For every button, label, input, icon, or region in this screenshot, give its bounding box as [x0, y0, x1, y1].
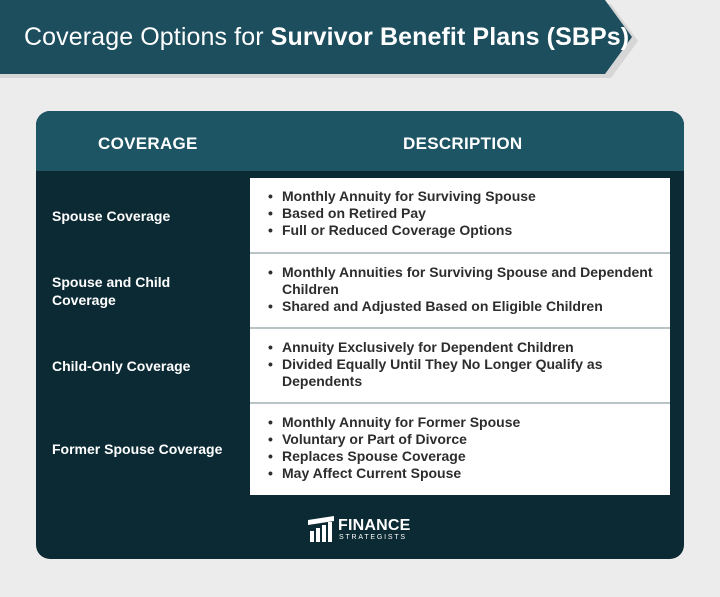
table-row: [36, 254, 684, 327]
page-title: [24, 23, 629, 52]
row-label: Former Spouse Coverage: [52, 441, 223, 457]
list-item: • Based on Retired Pay: [266, 205, 654, 222]
row-description: [250, 404, 670, 495]
list-item: • Monthly Annuity for Former Spouse: [266, 414, 654, 431]
table-row: [36, 404, 684, 495]
row-description: [250, 329, 670, 402]
row-label: Spouse Coverage: [52, 208, 171, 224]
finance-strategists-logo-icon: [306, 514, 336, 544]
logo-subtitle: STRATEGISTS: [339, 534, 407, 541]
row-description: [250, 254, 670, 327]
list-item: • Replaces Spouse Coverage: [266, 448, 654, 465]
logo-name: FINANCE: [338, 517, 411, 534]
list-item: • Monthly Annuity for Surviving Spouse: [266, 188, 654, 205]
coverage-table-card: [36, 111, 684, 559]
list-item: • Voluntary or Part of Divorce: [266, 431, 654, 448]
row-description: [250, 178, 670, 252]
table-row: [36, 178, 684, 252]
list-item: • Shared and Adjusted Based on Eligible Children: [266, 298, 654, 315]
title-emphasis: Survivor Benefit Plans (SBPs): [270, 23, 630, 51]
list-item: • Full or Reduced Coverage Options: [266, 222, 654, 239]
title-prefix: Coverage Options for: [24, 23, 271, 51]
row-label: Child-Only Coverage: [52, 358, 191, 374]
table-row: [36, 329, 684, 402]
table-header: [36, 111, 684, 171]
finance-strategists-logo: [306, 514, 426, 544]
list-item: • Annuity Exclusively for Dependent Children: [266, 339, 654, 356]
header-coverage: COVERAGE: [98, 134, 198, 153]
list-item: • Monthly Annuities for Surviving Spouse and Dependent Children: [266, 264, 654, 298]
header-description: DESCRIPTION: [403, 134, 523, 153]
list-item: • Divided Equally Until They No Longer Qualify as Dependents: [266, 356, 654, 390]
row-label: Spouse and Child Coverage: [52, 274, 171, 308]
list-item: • May Affect Current Spouse: [266, 465, 654, 482]
